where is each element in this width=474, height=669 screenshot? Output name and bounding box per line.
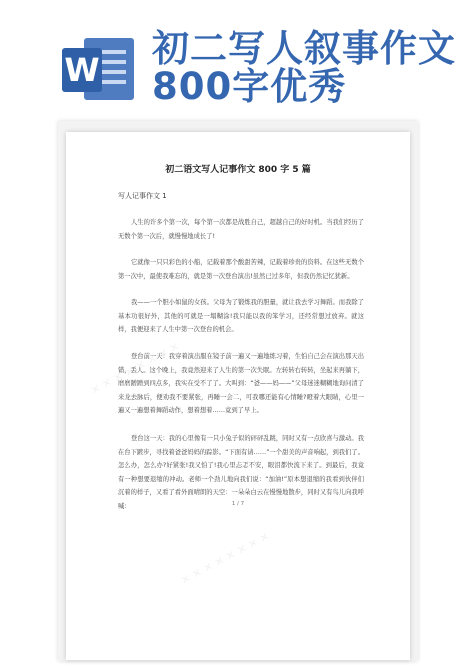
document-page [66,132,410,660]
watermark: ✕ ✕ ✕ ✕ ✕ ✕ ✕ ✕ [88,339,182,398]
paragraph-4: 登台前一天：我穿着演出服在镜子前一遍又一遍地练习着，生怕自己会在演出那天出错，丢人。这个晚上，我竟然迎来了人生的第一次失眠。左转转右转转，坐起来再躺下，磨磨蹭蹭到四点多，我实在受不了了。大叫到：“爸——妈——”父母迷迷糊糊地询问清了来龙去脉后，便劝我不要紧张，再睡一会二，可我哪还能有心情睡?瞪着大眼睛，心里一遍又一遍想着舞蹈动作，想着想着……竟到了早上。 [118,353,364,414]
paragraph-2: 它就像一只只彩色的小船，记载着那个酸甜苦辣，记载着珍贵的资料。在这些无数个第一次中，最使我难忘的，就是第一次登台演出!虽然已过多年，但我仍然记忆犹新。 [118,259,364,280]
paragraph-3: 我——一个胆小如鼠的女孩。父母为了锻炼我的胆量，就让我去学习舞蹈。而我除了基本功很好外，其他的可就是一塌糊涂!我只能以我的笨学习，还经常想过放弃。就这样，我便迎来了人生中第一次登台的机会。 [118,299,364,333]
banner-title-line2: 800字优秀 [152,65,347,108]
banner-title [152,27,462,108]
word-icon-letter: W [62,48,102,92]
paragraph-1: 人生的许多个第一次，每个第一次都是战胜自己，超越自己的好时机。当我们经历了无数个第一次后，就慢慢地成长了! [118,219,364,240]
paragraph-5: 登台这一天：我的心里像有一只小兔子似的砰砰乱跳，同时又有一点欣喜与激动。我在台下踱步，寻找着爸爸妈妈的踪影。“下面有请……”一个甜美的声音响起，到我们了。怎么办，怎么办?好紧张!我又怕了!我心里忐忑不安，眼泪都快流下来了。到最后，我竟有一种想要退缩的冲动。老师一个劲儿地向我们说：“加油!”原本想退缩的我看到伙伴们沉着的样子，又看了看外面晴朗的天空：一朵朵白云在慢慢地散步，同时又有鸟儿向我呼喊： [118,435,364,510]
banner-title-line1: 初二写人叙事作文 [152,27,456,70]
header-banner [0,0,474,115]
document-title: 初二语文写人记事作文 800 字 5 篇 [165,165,311,175]
watermark: ✕ ✕ ✕ ✕ ✕ ✕ ✕ ✕ [178,529,272,588]
section-heading: 写人记事作文 1 [118,192,167,200]
page-number: 1 / 7 [231,501,245,507]
word-document-icon [62,38,136,102]
